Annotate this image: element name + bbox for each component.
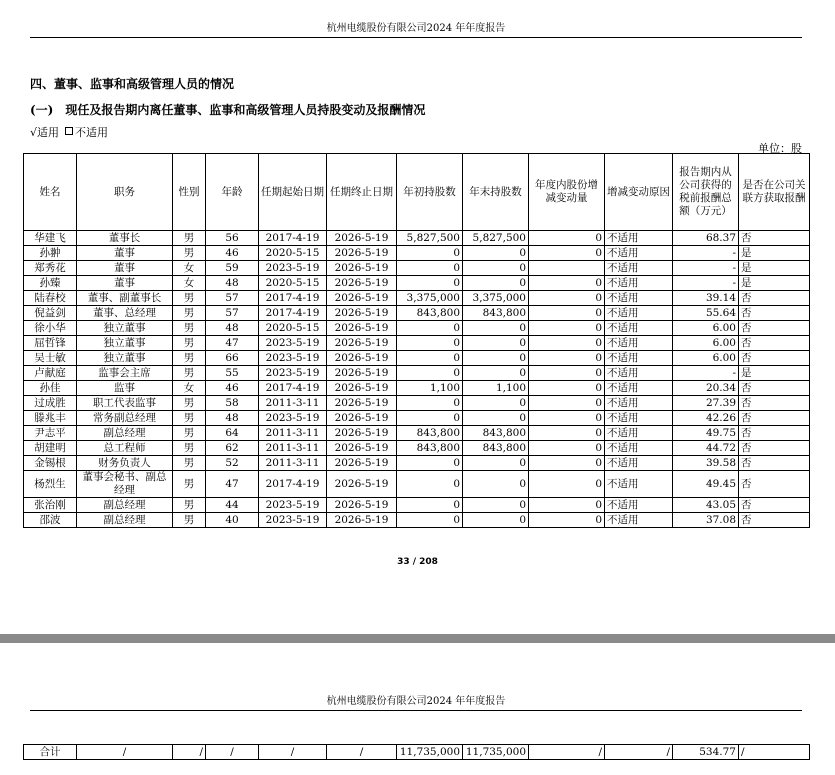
cell-shares-end: 0 [463, 513, 529, 528]
cell-gender: 男 [173, 426, 206, 441]
cell-shares-change: 0 [529, 321, 605, 336]
total-cell-term-start: / [259, 745, 327, 760]
table-row [24, 441, 810, 456]
cell-age: 58 [206, 396, 259, 411]
cell-shares-begin: 0 [397, 321, 463, 336]
cell-change-reason: 不适用 [605, 276, 673, 291]
cell-shares-change: 0 [529, 306, 605, 321]
page-separator [0, 634, 835, 643]
cell-name: 孙臻 [24, 276, 77, 291]
header-cell: 报告期内从公司获得的税前报酬总额（万元） [673, 154, 739, 231]
cell-term-end: 2026-5-19 [327, 291, 397, 306]
header-cell: 年末持股数 [463, 154, 529, 231]
table-row [24, 396, 810, 411]
cell-shares-end: 0 [463, 411, 529, 426]
cell-shares-change: 0 [529, 336, 605, 351]
cell-gender: 男 [173, 231, 206, 246]
cell-name: 过成胜 [24, 396, 77, 411]
cell-term-start: 2023-5-19 [259, 366, 327, 381]
table-row [24, 306, 810, 321]
applicable-check-label: √适用 [30, 126, 60, 139]
cell-shares-change: 0 [529, 291, 605, 306]
cell-related-party: 否 [739, 513, 810, 528]
header-cell: 任期终止日期 [327, 154, 397, 231]
cell-term-end: 2026-5-19 [327, 456, 397, 471]
cell-shares-end: 0 [463, 498, 529, 513]
cell-position: 董事 [77, 261, 173, 276]
cell-gender: 男 [173, 246, 206, 261]
cell-position: 董事 [77, 246, 173, 261]
header-cell: 任期起始日期 [259, 154, 327, 231]
cell-related-party: 是 [739, 261, 810, 276]
cell-shares-change: 0 [529, 471, 605, 498]
cell-term-start: 2011-3-11 [259, 426, 327, 441]
cell-shares-end: 0 [463, 396, 529, 411]
total-cell-related-party: / [739, 745, 810, 760]
cell-compensation: - [673, 261, 739, 276]
cell-related-party: 否 [739, 441, 810, 456]
cell-compensation: 42.26 [673, 411, 739, 426]
cell-name: 金锡根 [24, 456, 77, 471]
cell-shares-begin: 0 [397, 366, 463, 381]
cell-age: 46 [206, 381, 259, 396]
cell-term-end: 2026-5-19 [327, 381, 397, 396]
cell-age: 56 [206, 231, 259, 246]
cell-change-reason: 不适用 [605, 351, 673, 366]
cell-shares-begin: 1,100 [397, 381, 463, 396]
cell-term-start: 2023-5-19 [259, 498, 327, 513]
cell-age: 66 [206, 351, 259, 366]
cell-change-reason: 不适用 [605, 381, 673, 396]
section-title: 四、董事、监事和高级管理人员的情况 [30, 77, 235, 91]
cell-age: 48 [206, 321, 259, 336]
page-header: 杭州电缆股份有限公司2024 年年度报告 [30, 19, 802, 38]
cell-shares-change: 0 [529, 366, 605, 381]
cell-term-start: 2017-4-19 [259, 306, 327, 321]
cell-position: 独立董事 [77, 336, 173, 351]
table-row [24, 276, 810, 291]
cell-position: 独立董事 [77, 321, 173, 336]
cell-age: 44 [206, 498, 259, 513]
cell-term-start: 2011-3-11 [259, 441, 327, 456]
cell-related-party: 否 [739, 291, 810, 306]
cell-compensation: - [673, 246, 739, 261]
table-row [24, 246, 810, 261]
cell-change-reason: 不适用 [605, 498, 673, 513]
table-row [24, 471, 810, 498]
cell-term-start: 2023-5-19 [259, 411, 327, 426]
cell-position: 常务副总经理 [77, 411, 173, 426]
cell-compensation: 49.45 [673, 471, 739, 498]
cell-age: 57 [206, 291, 259, 306]
cell-age: 55 [206, 366, 259, 381]
cell-shares-change: 0 [529, 381, 605, 396]
cell-term-start: 2017-4-19 [259, 471, 327, 498]
cell-related-party: 否 [739, 498, 810, 513]
cell-age: 46 [206, 246, 259, 261]
cell-name: 倪益剑 [24, 306, 77, 321]
cell-related-party: 是 [739, 246, 810, 261]
cell-position: 董事、总经理 [77, 306, 173, 321]
cell-compensation: 44.72 [673, 441, 739, 456]
cell-change-reason: 不适用 [605, 291, 673, 306]
cell-name: 徐小华 [24, 321, 77, 336]
cell-position: 总工程师 [77, 441, 173, 456]
cell-term-start: 2011-3-11 [259, 396, 327, 411]
cell-term-end: 2026-5-19 [327, 336, 397, 351]
cell-compensation: 27.39 [673, 396, 739, 411]
cell-age: 62 [206, 441, 259, 456]
cell-position: 副总经理 [77, 426, 173, 441]
header-cell: 增减变动原因 [605, 154, 673, 231]
cell-shares-begin: 0 [397, 336, 463, 351]
header-cell: 职务 [77, 154, 173, 231]
cell-term-start: 2023-5-19 [259, 513, 327, 528]
cell-shares-end: 0 [463, 336, 529, 351]
cell-shares-change: 0 [529, 426, 605, 441]
cell-gender: 男 [173, 291, 206, 306]
cell-related-party: 是 [739, 366, 810, 381]
cell-term-start: 2023-5-19 [259, 336, 327, 351]
cell-shares-begin: 0 [397, 261, 463, 276]
cell-shares-change: 0 [529, 498, 605, 513]
cell-shares-begin: 5,827,500 [397, 231, 463, 246]
not-applicable-label: 不适用 [75, 126, 109, 139]
cell-shares-begin: 843,800 [397, 441, 463, 456]
cell-compensation: - [673, 366, 739, 381]
table-header-row [24, 154, 810, 231]
cell-term-start: 2020-5-15 [259, 276, 327, 291]
cell-age: 40 [206, 513, 259, 528]
cell-term-end: 2026-5-19 [327, 366, 397, 381]
cell-change-reason: 不适用 [605, 261, 673, 276]
cell-term-start: 2020-5-15 [259, 321, 327, 336]
cell-shares-begin: 0 [397, 513, 463, 528]
cell-shares-end: 843,800 [463, 426, 529, 441]
applicability-line [30, 124, 108, 140]
total-cell-shares-change: / [529, 745, 605, 760]
cell-position: 董事 [77, 276, 173, 291]
cell-term-end: 2026-5-19 [327, 246, 397, 261]
cell-gender: 男 [173, 498, 206, 513]
cell-change-reason: 不适用 [605, 396, 673, 411]
cell-position: 副总经理 [77, 513, 173, 528]
table-row [24, 381, 810, 396]
table-row [24, 321, 810, 336]
cell-change-reason: 不适用 [605, 426, 673, 441]
cell-name: 胡建明 [24, 441, 77, 456]
cell-shares-end: 3,375,000 [463, 291, 529, 306]
total-cell-name: 合计 [24, 745, 77, 760]
header-cell: 年初持股数 [397, 154, 463, 231]
cell-shares-end: 0 [463, 366, 529, 381]
cell-gender: 男 [173, 513, 206, 528]
cell-change-reason: 不适用 [605, 321, 673, 336]
table-row [24, 513, 810, 528]
cell-shares-begin: 843,800 [397, 426, 463, 441]
cell-gender: 男 [173, 396, 206, 411]
cell-name: 孙翀 [24, 246, 77, 261]
cell-shares-change: 0 [529, 456, 605, 471]
cell-shares-begin: 0 [397, 471, 463, 498]
cell-shares-begin: 843,800 [397, 306, 463, 321]
cell-shares-begin: 0 [397, 498, 463, 513]
cell-change-reason: 不适用 [605, 471, 673, 498]
cell-term-start: 2020-5-15 [259, 246, 327, 261]
cell-shares-end: 5,827,500 [463, 231, 529, 246]
cell-name: 华建飞 [24, 231, 77, 246]
cell-shares-begin: 0 [397, 456, 463, 471]
shareholding-table [23, 153, 810, 528]
cell-name: 邵波 [24, 513, 77, 528]
cell-related-party: 否 [739, 351, 810, 366]
table-row [24, 411, 810, 426]
cell-term-end: 2026-5-19 [327, 513, 397, 528]
cell-term-end: 2026-5-19 [327, 276, 397, 291]
cell-compensation: 6.00 [673, 336, 739, 351]
cell-term-start: 2017-4-19 [259, 231, 327, 246]
cell-change-reason: 不适用 [605, 411, 673, 426]
cell-gender: 男 [173, 441, 206, 456]
cell-position: 监事 [77, 381, 173, 396]
cell-related-party: 否 [739, 396, 810, 411]
cell-term-end: 2026-5-19 [327, 261, 397, 276]
cell-gender: 男 [173, 351, 206, 366]
cell-gender: 男 [173, 366, 206, 381]
cell-compensation: 68.37 [673, 231, 739, 246]
cell-gender: 男 [173, 321, 206, 336]
table-row [24, 336, 810, 351]
cell-term-end: 2026-5-19 [327, 306, 397, 321]
cell-term-start: 2023-5-19 [259, 351, 327, 366]
cell-age: 64 [206, 426, 259, 441]
cell-name: 尹志平 [24, 426, 77, 441]
cell-name: 郑秀花 [24, 261, 77, 276]
cell-age: 52 [206, 456, 259, 471]
cell-position: 董事会秘书、副总经理 [77, 471, 173, 498]
unit-label: 单位：股 [758, 142, 802, 155]
cell-term-end: 2026-5-19 [327, 351, 397, 366]
header-cell: 性别 [173, 154, 206, 231]
page-number: 33 / 208 [397, 557, 438, 567]
cell-name: 张治刚 [24, 498, 77, 513]
cell-position: 财务负责人 [77, 456, 173, 471]
cell-name: 屈哲锋 [24, 336, 77, 351]
total-cell-shares-begin: 11,735,000 [397, 745, 463, 760]
table-row [24, 366, 810, 381]
table-row [24, 291, 810, 306]
checkbox-icon [65, 127, 73, 135]
cell-position: 董事长 [77, 231, 173, 246]
cell-position: 独立董事 [77, 351, 173, 366]
cell-term-end: 2026-5-19 [327, 498, 397, 513]
cell-term-end: 2026-5-19 [327, 396, 397, 411]
cell-name: 孙佳 [24, 381, 77, 396]
cell-age: 47 [206, 336, 259, 351]
cell-age: 47 [206, 471, 259, 498]
table-row [24, 231, 810, 246]
cell-shares-change: 0 [529, 513, 605, 528]
cell-name: 杨烈生 [24, 471, 77, 498]
cell-related-party: 否 [739, 321, 810, 336]
cell-shares-change [529, 261, 605, 276]
section-subtitle: (一) 现任及报告期内离任董事、监事和高级管理人员持股变动及报酬情况 [30, 103, 426, 117]
cell-change-reason: 不适用 [605, 441, 673, 456]
cell-position: 职工代表监事 [77, 396, 173, 411]
cell-term-end: 2026-5-19 [327, 321, 397, 336]
table-row [24, 351, 810, 366]
cell-age: 57 [206, 306, 259, 321]
cell-compensation: 20.34 [673, 381, 739, 396]
cell-term-end: 2026-5-19 [327, 411, 397, 426]
cell-shares-end: 0 [463, 351, 529, 366]
cell-gender: 男 [173, 471, 206, 498]
cell-shares-change: 0 [529, 411, 605, 426]
cell-compensation: 49.75 [673, 426, 739, 441]
cell-compensation: 43.05 [673, 498, 739, 513]
total-cell-position: / [77, 745, 173, 760]
page-header: 杭州电缆股份有限公司2024 年年度报告 [30, 692, 802, 711]
cell-gender: 男 [173, 456, 206, 471]
cell-change-reason: 不适用 [605, 336, 673, 351]
cell-position: 董事、副董事长 [77, 291, 173, 306]
cell-related-party: 否 [739, 306, 810, 321]
table-row [24, 456, 810, 471]
cell-age: 48 [206, 276, 259, 291]
cell-name: 吴士敏 [24, 351, 77, 366]
cell-shares-end: 0 [463, 471, 529, 498]
cell-name: 滕兆丰 [24, 411, 77, 426]
cell-change-reason: 不适用 [605, 513, 673, 528]
cell-shares-end: 0 [463, 456, 529, 471]
cell-age: 48 [206, 411, 259, 426]
total-row [24, 745, 810, 760]
cell-shares-change: 0 [529, 441, 605, 456]
cell-shares-begin: 0 [397, 351, 463, 366]
cell-compensation: 37.08 [673, 513, 739, 528]
cell-shares-begin: 0 [397, 411, 463, 426]
cell-shares-end: 0 [463, 261, 529, 276]
cell-change-reason: 不适用 [605, 306, 673, 321]
cell-term-end: 2026-5-19 [327, 231, 397, 246]
cell-term-start: 2011-3-11 [259, 456, 327, 471]
total-cell-gender: / [173, 745, 206, 760]
cell-shares-change: 0 [529, 246, 605, 261]
cell-shares-end: 0 [463, 246, 529, 261]
cell-term-end: 2026-5-19 [327, 426, 397, 441]
cell-shares-change: 0 [529, 396, 605, 411]
cell-compensation: 6.00 [673, 351, 739, 366]
cell-shares-change: 0 [529, 351, 605, 366]
header-cell: 年龄 [206, 154, 259, 231]
cell-change-reason: 不适用 [605, 246, 673, 261]
cell-compensation: 39.14 [673, 291, 739, 306]
cell-shares-begin: 0 [397, 246, 463, 261]
total-cell-age: / [206, 745, 259, 760]
total-cell-change-reason: / [605, 745, 673, 760]
cell-position: 监事会主席 [77, 366, 173, 381]
cell-gender: 男 [173, 411, 206, 426]
cell-name: 陆春校 [24, 291, 77, 306]
cell-gender: 女 [173, 276, 206, 291]
header-cell: 姓名 [24, 154, 77, 231]
cell-compensation: 39.58 [673, 456, 739, 471]
cell-shares-begin: 0 [397, 396, 463, 411]
cell-age: 59 [206, 261, 259, 276]
cell-gender: 男 [173, 306, 206, 321]
cell-shares-end: 1,100 [463, 381, 529, 396]
header-cell: 是否在公司关联方获取报酬 [739, 154, 810, 231]
cell-position: 副总经理 [77, 498, 173, 513]
cell-gender: 男 [173, 336, 206, 351]
cell-name: 卢献庭 [24, 366, 77, 381]
cell-shares-end: 843,800 [463, 441, 529, 456]
cell-compensation: 55.64 [673, 306, 739, 321]
cell-related-party: 是 [739, 276, 810, 291]
cell-term-start: 2017-4-19 [259, 381, 327, 396]
cell-shares-begin: 0 [397, 276, 463, 291]
total-cell-term-end: / [327, 745, 397, 760]
cell-term-end: 2026-5-19 [327, 441, 397, 456]
cell-related-party: 否 [739, 231, 810, 246]
cell-gender: 女 [173, 261, 206, 276]
cell-change-reason: 不适用 [605, 366, 673, 381]
table-row [24, 426, 810, 441]
cell-shares-end: 0 [463, 321, 529, 336]
cell-shares-change: 0 [529, 231, 605, 246]
cell-related-party: 否 [739, 411, 810, 426]
cell-compensation: 6.00 [673, 321, 739, 336]
cell-related-party: 否 [739, 471, 810, 498]
total-table [23, 744, 810, 760]
table-row [24, 498, 810, 513]
cell-related-party: 否 [739, 381, 810, 396]
cell-related-party: 否 [739, 426, 810, 441]
cell-change-reason: 不适用 [605, 456, 673, 471]
table-row [24, 261, 810, 276]
cell-shares-end: 0 [463, 276, 529, 291]
total-cell-shares-end: 11,735,000 [463, 745, 529, 760]
cell-shares-end: 843,800 [463, 306, 529, 321]
cell-term-start: 2017-4-19 [259, 291, 327, 306]
header-cell: 年度内股份增减变动量 [529, 154, 605, 231]
cell-related-party: 否 [739, 336, 810, 351]
cell-change-reason: 不适用 [605, 231, 673, 246]
total-cell-compensation: 534.77 [673, 745, 739, 760]
cell-shares-begin: 3,375,000 [397, 291, 463, 306]
cell-gender: 女 [173, 381, 206, 396]
cell-term-end: 2026-5-19 [327, 471, 397, 498]
cell-shares-change: 0 [529, 276, 605, 291]
cell-term-start: 2023-5-19 [259, 261, 327, 276]
cell-related-party: 否 [739, 456, 810, 471]
cell-compensation: - [673, 276, 739, 291]
